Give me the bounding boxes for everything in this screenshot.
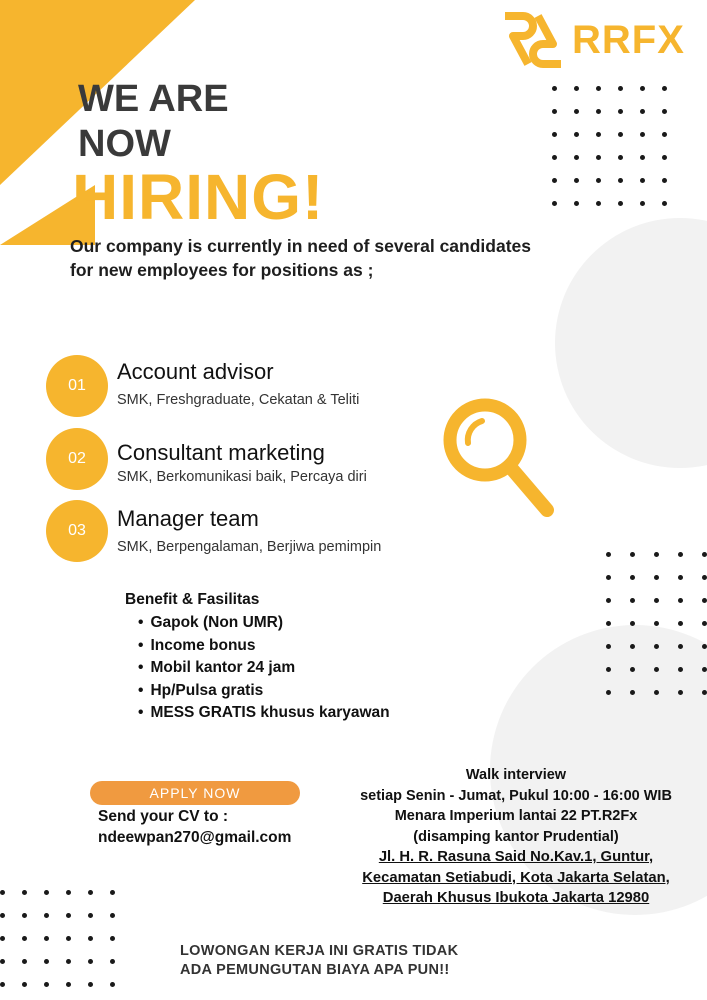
decorative-dot	[552, 155, 557, 160]
decorative-dot	[702, 598, 707, 603]
decorative-dot	[702, 667, 707, 672]
position-requirements: SMK, Berkomunikasi baik, Percaya diri	[117, 469, 367, 485]
intro-line: for new employees for positions as ;	[70, 260, 374, 280]
decorative-dot	[606, 690, 611, 695]
decorative-dot	[654, 621, 659, 626]
decorative-dot	[552, 178, 557, 183]
decorative-dot	[640, 109, 645, 114]
decorative-dot	[0, 936, 5, 941]
position-requirements: SMK, Berpengalaman, Berjiwa pemimpin	[117, 539, 382, 555]
position-title: Account advisor	[117, 359, 274, 384]
decorative-dot	[110, 982, 115, 987]
position-number-badge: 03	[46, 500, 108, 562]
footer-line: ADA PEMUNGUTAN BIAYA APA PUN!!	[180, 962, 450, 978]
decorative-dot	[618, 109, 623, 114]
footer-notice	[180, 942, 458, 980]
decorative-dot	[618, 178, 623, 183]
decorative-dot	[630, 644, 635, 649]
decorative-dot	[110, 959, 115, 964]
decorative-dot	[574, 86, 579, 91]
decorative-dot	[662, 201, 667, 206]
decorative-dot	[678, 621, 683, 626]
decorative-dot	[630, 575, 635, 580]
decorative-dot	[702, 690, 707, 695]
decorative-circle-right	[555, 218, 707, 468]
contact-email[interactable]: ndeewpan270@gmail.com	[98, 829, 292, 846]
decorative-dot	[552, 132, 557, 137]
brand-logo	[500, 12, 685, 68]
decorative-dot	[640, 155, 645, 160]
decorative-dot	[640, 178, 645, 183]
benefits-title: Benefit & Fasilitas	[125, 591, 260, 608]
dot-grid-top-right	[552, 86, 667, 206]
interview-location: Menara Imperium lantai 22 PT.R2Fx	[394, 808, 638, 824]
decorative-dot	[630, 621, 635, 626]
decorative-dot	[678, 644, 683, 649]
send-cv-label: Send your CV to :	[98, 808, 229, 825]
decorative-dot	[574, 155, 579, 160]
decorative-dot	[574, 132, 579, 137]
decorative-dot	[22, 890, 27, 895]
interview-address-line[interactable]: Jl. H. R. Rasuna Said No.Kav.1, Guntur,	[378, 849, 654, 865]
decorative-dot	[66, 936, 71, 941]
interview-address-line[interactable]: Kecamatan Setiabudi, Kota Jakarta Selatan,	[362, 869, 670, 886]
decorative-dot	[662, 155, 667, 160]
decorative-dot	[678, 690, 683, 695]
headline-now: NOW	[78, 123, 171, 165]
decorative-dot	[606, 621, 611, 626]
decorative-dot	[0, 982, 5, 987]
decorative-dot	[662, 109, 667, 114]
decorative-dot	[618, 155, 623, 160]
list-item: • Income bonus	[138, 635, 390, 658]
decorative-dot	[22, 913, 27, 918]
intro-line: Our company is currently in need of several candidates	[70, 236, 531, 256]
decorative-dot	[110, 936, 115, 941]
decorative-dot	[702, 552, 707, 557]
decorative-dot	[678, 552, 683, 557]
decorative-dot	[606, 598, 611, 603]
decorative-dot	[630, 552, 635, 557]
decorative-dot	[596, 86, 601, 91]
decorative-dot	[66, 959, 71, 964]
decorative-dot	[678, 667, 683, 672]
headline-we-are: WE ARE	[78, 78, 229, 120]
decorative-dot	[110, 890, 115, 895]
decorative-dot	[66, 982, 71, 987]
interview-landmark: (disamping kantor Prudential)	[413, 828, 619, 845]
decorative-dot	[44, 913, 49, 918]
decorative-dot	[552, 109, 557, 114]
decorative-dot	[88, 936, 93, 941]
decorative-dot	[654, 598, 659, 603]
decorative-dot	[574, 201, 579, 206]
footer-line: LOWONGAN KERJA INI GRATIS TIDAK	[180, 943, 459, 959]
intro-text	[70, 234, 531, 282]
decorative-dot	[596, 201, 601, 206]
interview-title: Walk interview	[465, 767, 567, 783]
decorative-dot	[640, 132, 645, 137]
decorative-dot	[574, 178, 579, 183]
decorative-dot	[678, 598, 683, 603]
list-item: • Hp/Pulsa gratis	[138, 680, 390, 703]
decorative-dot	[88, 890, 93, 895]
decorative-dot	[606, 644, 611, 649]
list-item: • Gapok (Non UMR)	[138, 612, 390, 635]
decorative-dot	[654, 552, 659, 557]
decorative-dot	[630, 598, 635, 603]
decorative-dot	[596, 132, 601, 137]
interview-address-line[interactable]: Daerah Khusus Ibukota Jakarta 12980	[382, 890, 650, 906]
interview-schedule: setiap Senin - Jumat, Pukul 10:00 - 16:00 WIB	[360, 787, 672, 804]
brand-name: RRFX	[572, 17, 685, 62]
brand-logo-icon	[500, 12, 566, 68]
decorative-dot	[630, 667, 635, 672]
decorative-dot	[596, 109, 601, 114]
decorative-dot	[88, 959, 93, 964]
decorative-dot	[606, 667, 611, 672]
decorative-dot	[702, 575, 707, 580]
decorative-dot	[654, 575, 659, 580]
decorative-dot	[88, 982, 93, 987]
decorative-dot	[640, 86, 645, 91]
decorative-dot	[574, 109, 579, 114]
decorative-dot	[678, 575, 683, 580]
decorative-dot	[654, 690, 659, 695]
decorative-dot	[0, 890, 5, 895]
decorative-dot	[44, 936, 49, 941]
decorative-dot	[662, 132, 667, 137]
position-title: Manager team	[117, 506, 259, 531]
decorative-dot	[702, 621, 707, 626]
decorative-dot	[640, 201, 645, 206]
dot-grid-middle-right	[606, 552, 707, 695]
decorative-dot	[0, 913, 5, 918]
decorative-dot	[618, 132, 623, 137]
decorative-dot	[22, 959, 27, 964]
decorative-dot	[654, 644, 659, 649]
decorative-dot	[702, 644, 707, 649]
position-number-badge: 01	[46, 355, 108, 417]
decorative-dot	[654, 667, 659, 672]
decorative-dot	[44, 959, 49, 964]
decorative-dot	[552, 86, 557, 91]
position-number-badge: 02	[46, 428, 108, 490]
position-requirements: SMK, Freshgraduate, Cekatan & Teliti	[117, 392, 360, 408]
magnifier-icon	[440, 395, 560, 525]
list-item: • Mobil kantor 24 jam	[138, 657, 390, 680]
decorative-dot	[66, 890, 71, 895]
decorative-dot	[618, 86, 623, 91]
decorative-dot	[552, 201, 557, 206]
position-title: Consultant marketing	[117, 440, 325, 465]
decorative-dot	[596, 178, 601, 183]
decorative-dot	[606, 575, 611, 580]
dot-grid-bottom-left	[0, 890, 115, 987]
headline-hiring: HIRING!	[72, 161, 325, 233]
decorative-dot	[88, 913, 93, 918]
decorative-dot	[618, 201, 623, 206]
list-item: • MESS GRATIS khusus karyawan	[138, 702, 390, 725]
decorative-dot	[662, 86, 667, 91]
decorative-dot	[606, 552, 611, 557]
decorative-dot	[44, 982, 49, 987]
decorative-dot	[22, 936, 27, 941]
decorative-dot	[44, 890, 49, 895]
decorative-dot	[630, 690, 635, 695]
decorative-dot	[0, 959, 5, 964]
walk-interview-info	[330, 765, 702, 909]
decorative-dot	[22, 982, 27, 987]
decorative-dot	[110, 913, 115, 918]
decorative-dot	[596, 155, 601, 160]
decorative-dot	[662, 178, 667, 183]
benefits-list	[138, 612, 390, 725]
apply-now-button[interactable]: APPLY NOW	[90, 781, 300, 805]
decorative-dot	[66, 913, 71, 918]
